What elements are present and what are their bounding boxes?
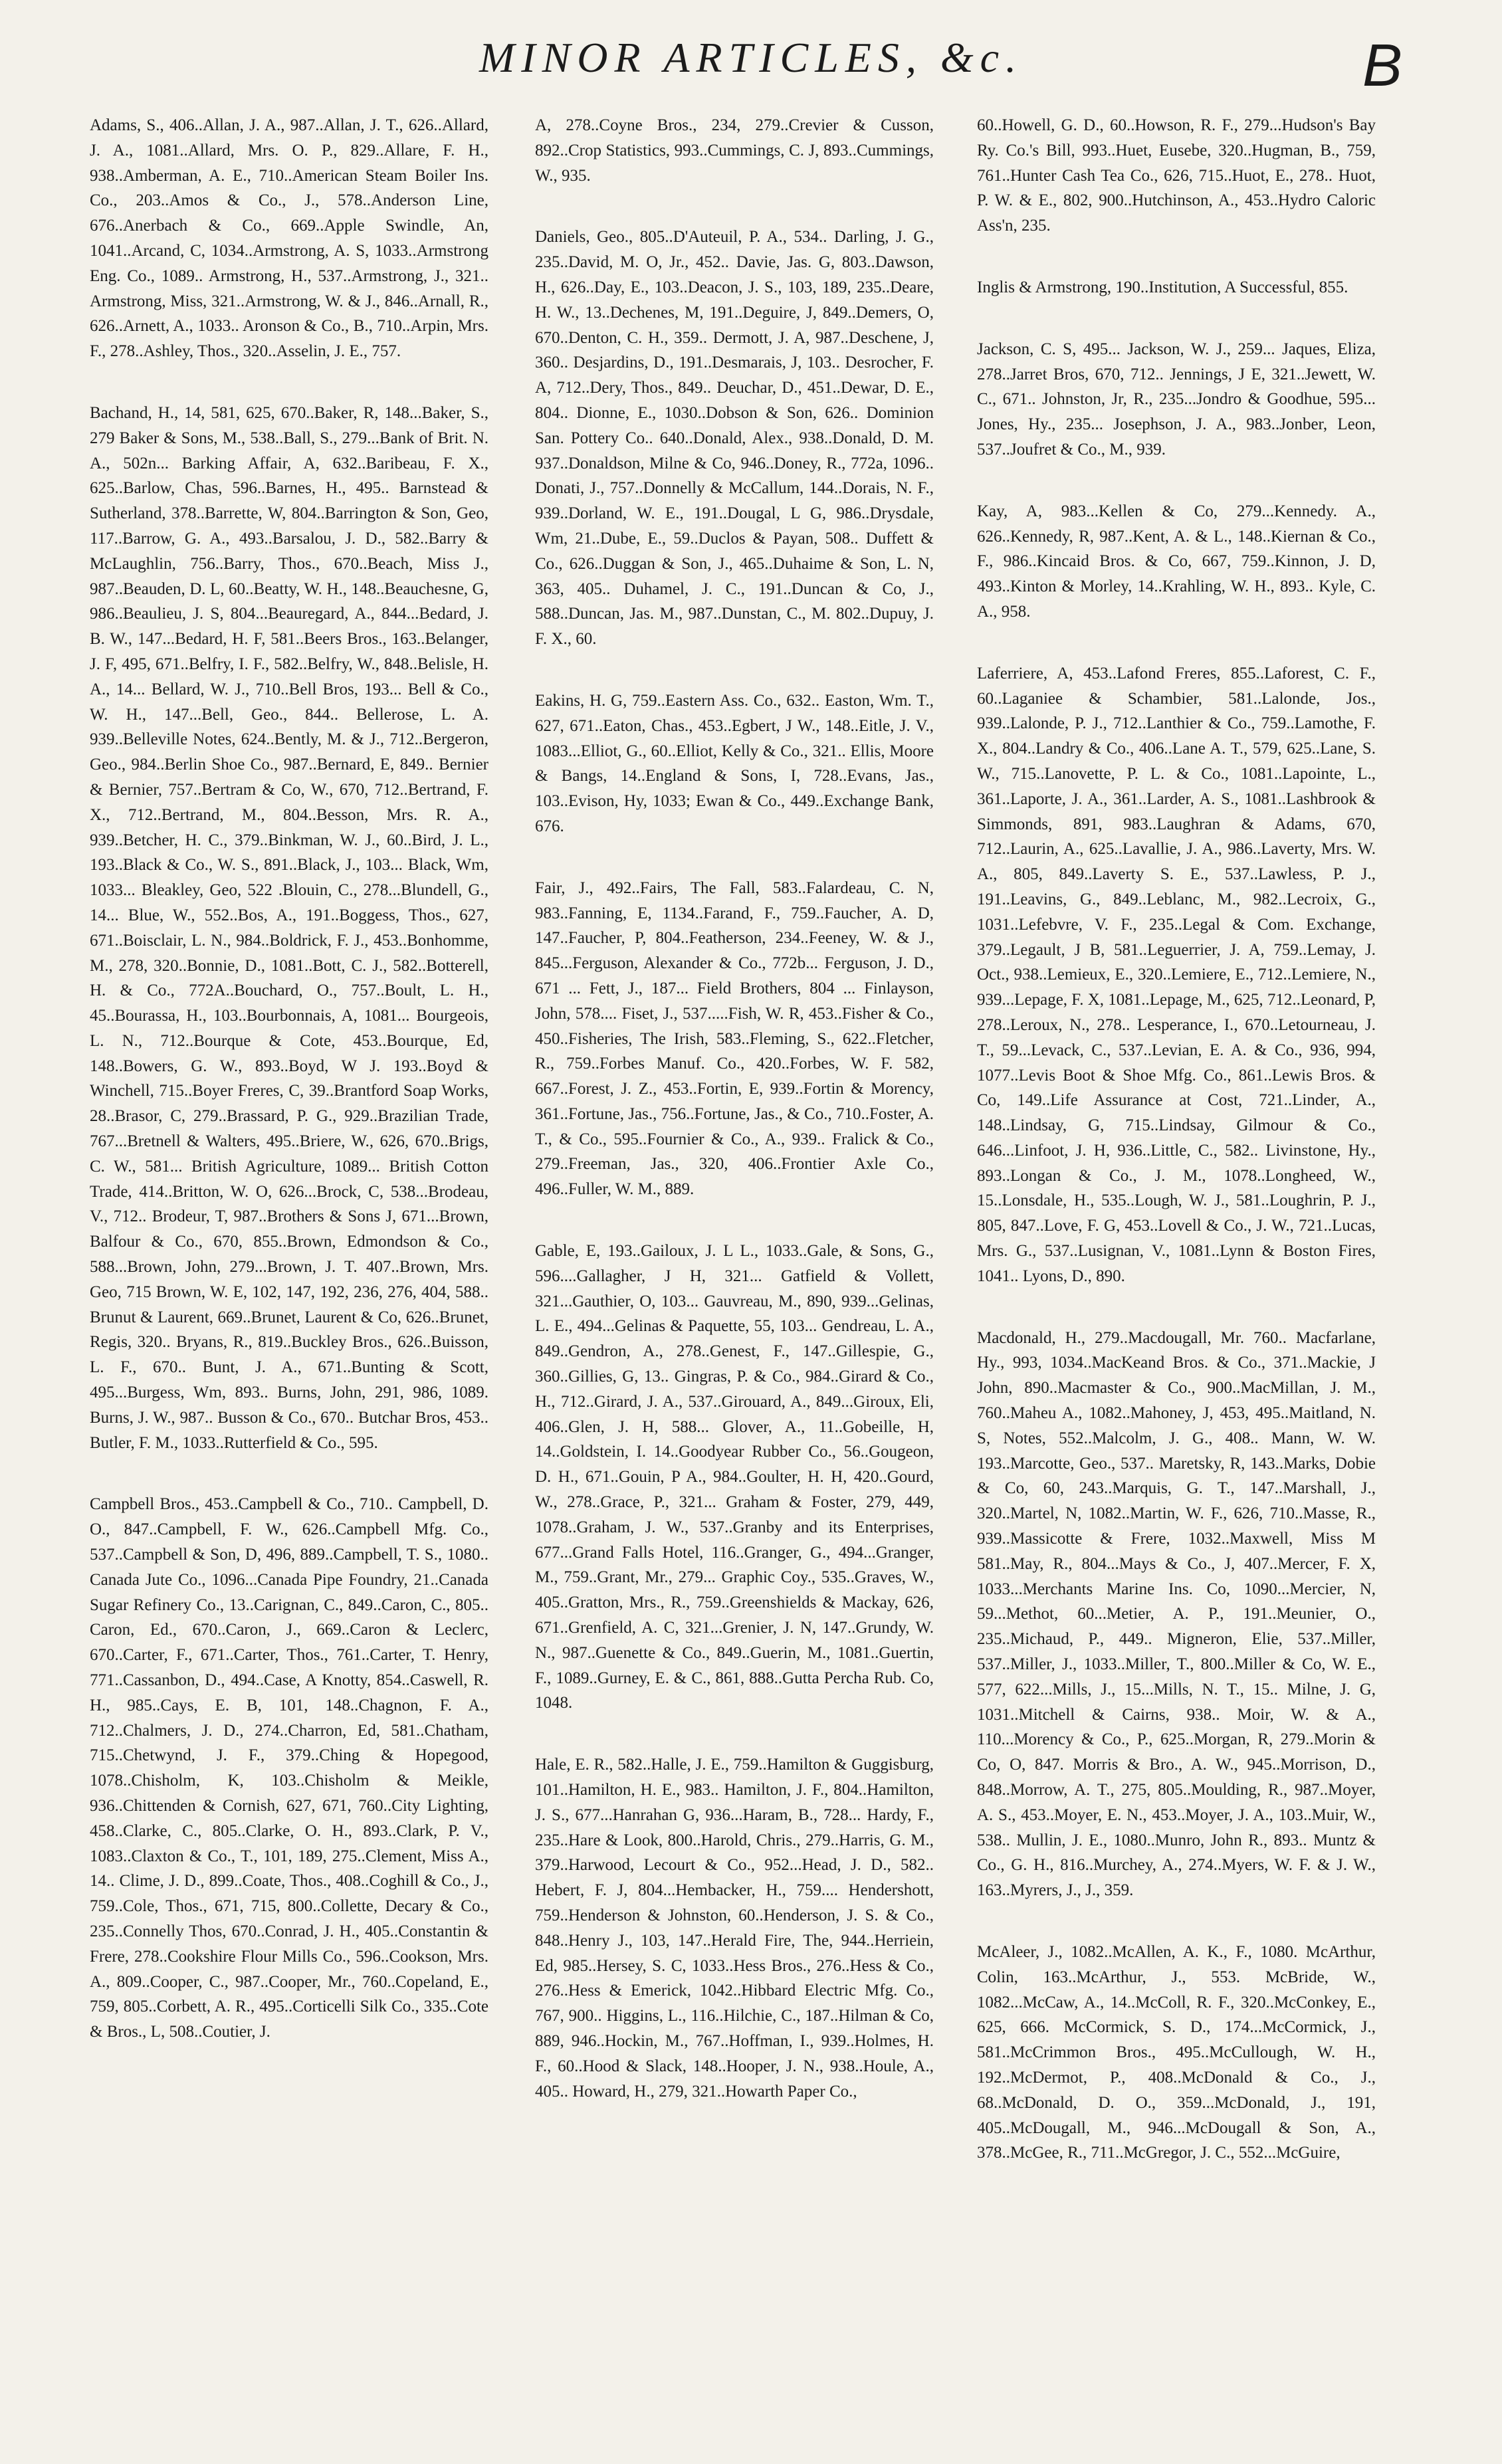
index-paragraph-k: Kay, A, 983...Kellen & Co, 279...Kennedy. A., 626..Kennedy, R, 987..Kent, A. & L., 148..Kiernan & Co., F., 986..Kincaid Bros. & Co, 667, 759..Kinnon, J. D, 493..Kinton & Morley, 14..Krahling, W. H., 893.. Kyle, C. A., 958. — [977, 502, 1376, 621]
index-paragraph-g: Gable, E, 193..Gailoux, J. L L., 1033..Gale, & Sons, G., 596....Gallagher, J H, 321... Gatfield & Vollett, 321...Gauthier, O, 103... Gauvreau, M., 890, 939...Gelinas, L. E., 494...Gelinas & Paquette, 55, 103... Gendreau, L. A., 849..Gendron, A., 278..Genest, F., 147..Gillespie, G., 360..Gillies, G, 13.. Gingras, P. & Co., 984..Girard & Co., H., 712..Girard, J. A., 537..Girouard, A., 849...Giroux, Eli, 406..Glen, J. H, 588... Glover, A., 11..Gobeille, H, 14..Goldstein, I. 14..Goodyear Rubber Co., 56..Gougeon, D. H., 671..Gouin, P A., 984..Goulter, H. H, 420..Gourd, W., 278..Grace, P., 321... Graham & Foster, 279, 449, 1078..Graham, J. W., 537..Granby and its Enterprises, 677...Grand Falls Hotel, 116..Granger, G., 494...Granger, M., 759..Grant, Mr., 279... Graphic Coy., 535..Graves, W., 405..Gratton, Mrs., R., 759..Greenshields & Mackay, 626, 671..Grenfield, A. C, 321...Grenier, J. N, 147..Grundy, W. N., 987..Guenette & Co., 849..Guerin, M., 1081..Guertin, F., 1089..Gurney, E. & C., 861, 888..Gutta Percha Rub. Co, 1048. — [535, 1242, 934, 1712]
page-header — [0, 27, 1502, 100]
index-paragraph-e: Eakins, H. G, 759..Eastern Ass. Co., 632.. Easton, Wm. T., 627, 671..Eaton, Chas., 453..Egbert, J W., 148..Eitle, J. V., 1083...Elliot, G., 60..Elliot, Kelly & Co., 321.. Ellis, Moore & Bangs, 14..England & Sons, I, 728..Evans, Jas., 103..Evison, Hy, 1033; Ewan & Co., 449..Exchange Bank, 676. — [535, 691, 934, 835]
index-paragraph-h: Hale, E. R., 582..Halle, J. E., 759..Hamilton & Guggisburg, 101..Hamilton, H. E., 983.. Hamilton, J. F., 804..Hamilton, J. S., 677...Hanrahan G, 936...Haram, B., 728... Hardy, F., 235..Hare & Look, 800..Harold, Chris., 279..Harris, G. M., 379..Harwood, Lecourt & Co., 952...Head, J. D., 582.. Hebert, F. J, 804...Hembacker, H., 759.... Hendershott, 759..Henderson & Johnston, 60..Henderson, J. S. & Co., 848..Henry J., 103, 147..Herald Fire, The, 944..Herriein, Ed, 985..Hersey, S. C, 1033..Hess Bros., 276..Hess & Co., 276..Hess & Emerick, 1042..Hibbard Electric Mfg. Co., 767, 900.. Higgins, L., 116..Hilchie, C., 187..Hilman & Co, 889, 946..Hockin, M., 767..Hoffman, I., 939..Holmes, H. F., 60..Hood & Slack, 148..Hooper, J. N., 938..Houle, A., 405.. Howard, H., 279, 321..Howarth Paper Co., — [535, 1756, 934, 2101]
index-paragraph-d: Daniels, Geo., 805..D'Auteuil, P. A., 534.. Darling, J. G., 235..David, M. O, Jr., 452.. Davie, Jas. G, 803..Dawson, H., 626..Day, E., 103..Deacon, J. S., 103, 189, 235..Deare, H. W., 13..Dechenes, M, 191..Deguire, J, 849..Demers, O, 670..Denton, C. H., 359.. Dermott, J. A, 987..Deschene, J, 360.. Desjardins, D., 191..Desmarais, J, 103.. Desrocher, F. A, 712..Dery, Thos., 849.. Deuchar, D., 451..Dewar, D. E., 804.. Dionne, E., 1030..Dobson & Son, 626.. Dominion San. Pottery Co.. 640..Donald, Alex., 938..Donald, D. M. 937..Donaldson, Milne & Co, 946..Doney, R., 772a, 1096.. Donati, J., 757..Donnelly & McCallum, 144..Dorais, N. F., 939..Dorland, W. E., 191..Dougal, L G, 986..Drysdale, Wm, 21..Dube, E., 59..Duclos & Payan, 508.. Duffett & Co., 626..Duggan & Son, J., 465..Duhaime & Son, L. N, 363, 405.. Duhamel, J. C., 191..Duncan & Co, J., 588..Duncan, Jas. M., 987..Dunstan, C., M. 802..Dupuy, J. F. X., 60. — [535, 228, 934, 649]
index-paragraph-mc: McAleer, J., 1082..McAllen, A. K., F., 1080. McArthur, Colin, 163..McArthur, J., 553. McBride, W., 1082...McCaw, A., 14..McColl, R. F., 320..McConkey, E., 625, 666. McCormick, S. D., 174...McCormick, J., 581..McCrimmon Bros., 495..McCullough, W. H., 192..McDermot, P., 408..McDonald & Co., J., 68..McDonald, D. O., 359...McDonald, J., 191, 405..McDougall, M., 946...McDougall & Son, A., 378..McGee, R., 711..McGregor, J. C., 552...McGuire, — [977, 1943, 1376, 2162]
column-3 — [977, 113, 1376, 2166]
index-paragraph-i: Inglis & Armstrong, 190..Institution, A Successful, 855. — [977, 278, 1348, 296]
index-paragraph-m: Macdonald, H., 279..Macdougall, Mr. 760.. Macfarlane, Hy., 993, 1034..MacKeand Bros. & Co., 371..Mackie, J John, 890..Macmaster & Co., 900..MacMillan, J. M., 760..Maheu A., 1082..Mahoney, J, 453, 495..Maitland, N. S, Notes, 552..Malcolm, J. G., 408.. Mann, W. W. 193..Marcotte, Geo., 537.. Maretsky, R, 143..Marks, Dobie & Co, 60, 243..Marquis, G. T., 147..Marshall, J., 320..Martel, N, 1082..Martin, W. F., 626, 710..Masse, R., 939..Massicotte & Frere, 1032..Maxwell, Miss M 581..May, R., 804...Mays & Co., J, 407..Mercer, F. X, 1033...Merchants Marine Ins. Co, 1090...Mercier, N, 59...Methot, 60...Metier, A. P., 191..Meunier, O., 235..Michaud, P., 449.. Migneron, Elie, 537..Miller, 537..Miller, J., 1033..Miller, T., 800..Miller & Co, W. E., 577, 622...Mills, J., 15...Mills, N. T., 15.. Milne, J. G, 1031..Mitchell & Cairns, 938.. Moir, W. & A., 110...Morency & Co., P., 625..Morgan, R, 279..Morin & Co, O, 847. Morris & Bro., A. W., 945..Morrison, D., 848..Morrow, A. T., 275, 805..Moulding, R., 987..Moyer, A. S., 453..Moyer, E. N., 453..Moyer, J. A., 103..Muir, W., 538.. Mullin, J. E., 1080..Munro, John R., 893.. Muntz & Co., G. H., 816..Murchey, A., 274..Myers, W. F. & J. W., 163..Myrers, J., J., 359. — [977, 1328, 1376, 1900]
index-paragraph-f: Fair, J., 492..Fairs, The Fall, 583..Falardeau, C. N, 983..Fanning, E, 1134..Farand, F., 759..Faucher, A. D, 147..Faucher, P, 804..Featherson, 234..Feeney, W. & J., 845...Ferguson, Alexander & Co., 772b... Ferguson, J. D., 671 ... Fett, J., 187... Field Brothers, 804 ... Finlayson, John, 578.... Fiset, J., 537.....Fish, W. R, 453..Fisher & Co., 450..Fisheries, The Irish, 583..Fleming, S., 622..Fletcher, R., 759..Forbes Manuf. Co., 420..Forbes, W. F. 582, 667..Forest, J. Z., 453..Fortin, E, 939..Fortin & Morency, 361..Fortune, Jas., 756..Fortune, Jas., & Co., 710..Foster, A. T., & Co., 595..Fournier & Co., A., 939.. Fralick & Co., 279..Freeman, Jas., 320, 406..Frontier Axle Co., 496..Fuller, W. M., 889. — [535, 878, 934, 1199]
corner-mark: B — [1362, 33, 1402, 99]
index-paragraph-l: Laferriere, A, 453..Lafond Freres, 855..Laforest, C. F., 60..Laganiee & Schambier, 581..Lalonde, Jos., 939..Lalonde, P. J., 712..Lanthier & Co., 759..Lamothe, F. X., 804..Landry & Co., 406..Lane A. T., 579, 625..Lane, S. W., 715..Lanovette, P. L. & Co., 1081..Lapointe, L., 361..Laporte, J. A., 361..Larder, A. S., 1081..Lashbrook & Simmonds, 891, 983..Laughran & Adams, 670, 712..Laurin, A., 625..Lavallie, J. A., 986..Laverty, Mrs. W. A., 805, 849..Laverty S. E., 537..Lawless, P. J., 191..Leavins, G., 849..Leblanc, M., 982..Lecroix, G., 1031..Lefebvre, V. F., 235..Legal & Com. Exchange, 379..Legault, J B, 581..Leguerrier, J. A, 759..Lemay, J. Oct., 938..Lemieux, E., 320..Lemiere, E., 712..Lemiere, N., 939...Lepage, F. X, 1081..Lepage, M., 625, 712..Leonard, P, 278..Leroux, N., 278.. Lesperance, I., 670..Letourneau, J. T., 59...Levack, C., 537..Levian, E. A. & Co., 936, 994, 1077..Levis Boot & Shoe Mfg. Co., 861..Lewis Bros. & Co, 149..Life Assurance at Cost, 721..Linder, A., 148..Lindsay, G, 715..Lindsay, Gilmour & Co., 646...Linfoot, J. H, 936..Little, C., 582.. Livinstone, Hy., 893..Longan & Co., J. M., 1078..Longheed, W., 15..Lonsdale, H., 535..Lough, W. J., 581..Loughrin, P. J., 805, 847..Love, F. G, 453..Lovell & Co., J. W., 721..Lucas, Mrs. G., 537..Lusignan, V., 1081..Lynn & Boston Fires, 1041.. Lyons, D., 890. — [977, 664, 1376, 1285]
index-paragraph-b: Bachand, H., 14, 581, 625, 670..Baker, R, 148...Baker, S., 279 Baker & Sons, M., 538..Ball, S., 279...Bank of Brit. N. A., 502n... Barking Affair, A, 632..Baribeau, F. X., 625..Barlow, Chas, 596..Barnes, H., 495.. Barnstead & Sutherland, 378..Barrette, W, 804..Barrington & Son, Geo, 117..Barrow, G. A., 493..Barsalou, J. D., 582..Barry & McLaughlin, 756..Barry, Thos., 670..Beach, Miss J., 987..Beauden, D. L, 60..Beatty, W. H., 148..Beauchesne, G, 986..Beaulieu, J. S, 804...Beauregard, A., 844...Bedard, J. B. W., 147...Bedard, H. F, 581..Beers Bros., 163..Belanger, J. F, 495, 671..Belfry, I. F., 582..Belfry, W., 848..Belisle, H. A., 14... Bellard, W. J., 710..Bell Bros, 193... Bell & Co., W. H., 147...Bell, Geo., 844.. Bellerose, L. A. 939..Belleville Notes, 624..Bently, M. & J., 712..Bergeron, Geo., 984..Berlin Shoe Co., 987..Bernard, E, 849.. Bernier & Bernier, 757..Bertram & Co, W., 670, 712..Bertrand, F. X., 712..Bertrand, M., 804..Besson, Mrs. R. A., 939..Betcher, H. C., 379..Binkman, W. J., 60..Bird, J. L., 193..Black & Co., W. S., 891..Black, J., 103... Black, Wm, 1033... Bleakley, Geo, 522 .Blouin, C., 278...Blundell, G., 14... Blue, W., 552..Bos, A., 191..Boggess, Thos., 627, 671..Boisclair, L. N., 984..Boldrick, F. J., 453..Bonhomme, M., 278, 320..Bonnie, D., 1081..Bott, C. J., 582..Botterell, H. & Co., 772A..Bouchard, O., 757..Boult, L. H., 45..Bourassa, H., 103..Bourbonnais, A, 1081... Bourgeois, L. N., 712..Bourque & Cote, 453..Bourque, Ed, 148..Bowers, G. W., 893..Boyd, W J. 193..Boyd & Winchell, 715..Boyer Freres, C, 39..Brantford Soap Works, 28..Brasor, C, 279..Brassard, P. G., 929..Brazilian Trade, 767...Bretnell & Walters, 495..Briere, W., 626, 670..Brigs, C. W., 581... British Agriculture, 1089... British Cotton Trade, 414..Britton, W. O, 626...Brock, C, 538...Brodeau, V., 712.. Brodeur, T, 987..Brothers & Sons J, 671...Brown, Balfour & Co., 670, 855..Brown, Edmondson & Co., 588...Brown, John, 279...Brown, J. T. 407..Brown, Mrs. Geo, 715 Brown, W. E, 102, 147, 192, 236, 276, 404, 588.. Brunut & Laurent, 669..Brunet, Laurent & Co, 626..Brunet, Regis, 320.. Bryans, R., 819..Buckley Bros., 626..Buisson, L. F., 670.. Bunt, J. A., 671..Bunting & Scott, 495...Burgess, Wm, 893.. Burns, John, 291, 986, 1089. Burns, J. W., 987.. Busson & Co., 670.. Butchar Bros, 453.. Butler, F. M., 1033..Rutterfield & Co., 595. — [90, 403, 488, 1452]
index-paragraph-a: Adams, S., 406..Allan, J. A., 987..Allan, J. T., 626..Allard, J. A., 1081..Allard, Mrs. O. P., 829..Allare, F. H., 938..Amberman, A. E., 710..American Steam Boiler Ins. Co., 203..Amos & Co., J., 578..Anderson Line, 676..Anerbach & Co., 669..Apple Swindle, An, 1041..Arcand, C, 1034..Armstrong, A. S, 1033..Armstrong Eng. Co., 1089.. Armstrong, H., 537..Armstrong, J., 321.. Armstrong, Miss, 321..Armstrong, W. & J., 846..Arnall, R., 626..Arnett, A., 1033.. Aronson & Co., B., 710..Arpin, Mrs. F., 278..Ashley, Thos., 320..Asselin, J. E., 757. — [90, 116, 488, 361]
column-2 — [535, 113, 934, 2104]
index-paragraph-c: Campbell Bros., 453..Campbell & Co., 710.. Campbell, D. O., 847..Campbell, F. W., 626..Campbell Mfg. Co., 537..Campbell & Son, D, 496, 889..Campbell, T. S., 1080.. Canada Jute Co., 1096...Canada Pipe Foundry, 21..Canada Sugar Refinery Co., 13..Carignan, C., 849..Caron, C., 805.. Caron, Ed., 670..Caron, J., 669..Caron & Leclerc, 670..Carter, F., 671..Carter, Thos., 761..Carter, T. Henry, 771..Cassanbon, D., 494..Case, A Knotty, 854..Caswell, R. H., 985..Cays, E. B, 101, 148..Chagnon, F. A., 712..Chalmers, J. D., 274..Charron, Ed, 581..Chatham, 715..Chetwynd, J. F., 379..Ching & Hopegood, 1078..Chisholm, K, 103..Chisholm & Meikle, 936..Chittenden & Cornish, 627, 671, 760..City Lighting, 458..Clarke, C., 805..Clarke, O. H., 893..Clark, P. V., 1083..Claxton & Co., T., 101, 189, 275..Clement, Miss A., 14.. Clime, J. D., 899..Coate, Thos., 408..Coghill & Co., J., 759..Cole, Thos., 671, 715, 800..Collette, Decary & Co., 235..Connelly Thos, 670..Conrad, J. H., 405..Constantin & Frere, 278..Cookshire Flour Mills Co., 596..Cookson, Mrs. A., 809..Cooper, C., 987..Cooper, Mr., 760..Copeland, E., 759, 805..Corbett, A. R., 495..Corticelli Silk Co., 335..Cote & Bros., L, 508..Coutier, J. — [90, 1495, 488, 2041]
page-title: MINOR ARTICLES, &c. — [479, 34, 1023, 81]
index-paragraph-c-cont: A, 278..Coyne Bros., 234, 279..Crevier & Cusson, 892..Crop Statistics, 993..Cummings, C. J, 893..Cummings, W., 935. — [535, 116, 934, 185]
index-paragraph-h-cont: 60..Howell, G. D., 60..Howson, R. F., 279...Hudson's Bay Ry. Co.'s Bill, 993..Huet, Eusebe, 320..Hugman, B., 759, 761..Hunter Cash Tea Co., 626, 715..Huot, E., 278.. Huot, P. W. & E., 802, 900..Hutchinson, A., 453..Hydro Caloric Ass'n, 235. — [977, 116, 1376, 235]
column-1 — [90, 113, 488, 2045]
index-paragraph-j: Jackson, C. S, 495... Jackson, W. J., 259... Jaques, Eliza, 278..Jarret Bros, 670, 712.. Jennings, J E, 321..Jewett, W. C., 671.. Johnston, Jr, R., 235...Jondro & Goodhue, 595... Jones, Hy., 235... Josephson, J. A., 983..Jonber, Leon, 537..Joufret & Co., M., 939. — [977, 340, 1376, 459]
